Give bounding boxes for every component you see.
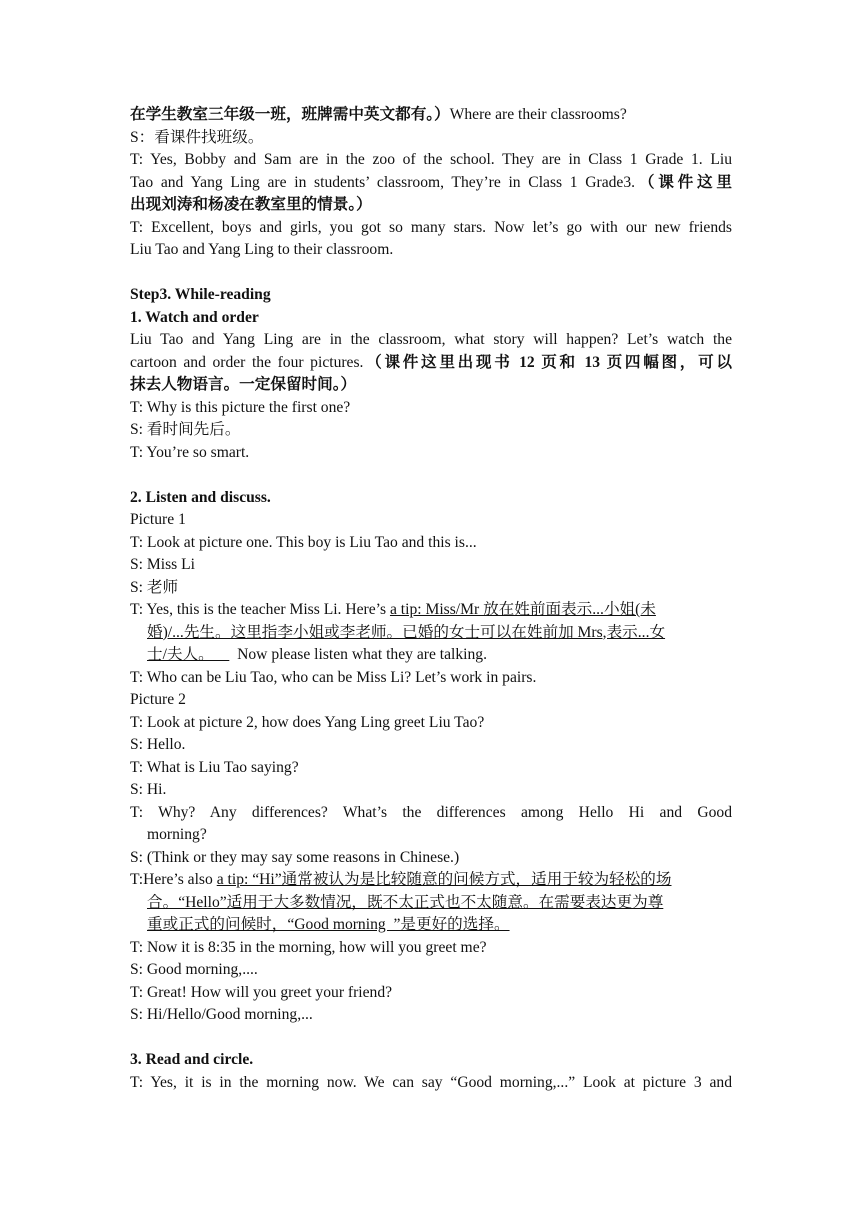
picture-1-line-6: 士/夫人。 Now please listen what they are talking. <box>147 646 487 663</box>
picture-1-line-5: 婚)/...先生。这里指李小姐或李老师。已婚的女士可以在姓前加 Mrs,表示...女 <box>147 623 666 641</box>
picture-2-line-8: T:Here’s also a tip: “Hi”通常被认为是比较随意的问候方式，适用于较为轻松的场 <box>130 871 672 888</box>
picture-2-line-7: S: (Think or they may say some reasons in Chinese.) <box>130 848 460 866</box>
spacer <box>130 464 732 487</box>
intro-line-7: Liu Tao and Yang Ling to their classroom. <box>130 241 394 258</box>
section-1-line-6: T: You’re so smart. <box>130 443 250 461</box>
intro-line-3: T: Yes, Bobby and Sam are in the zoo of the school. They are in Class 1 Grade 1. Liu <box>130 151 732 168</box>
picture-1-label: Picture 1 <box>130 511 186 528</box>
document-body <box>130 104 732 1094</box>
section-1-line-4: T: Why is this picture the first one? <box>130 398 351 416</box>
intro-line-6: T: Excellent, boys and girls, you got so many stars. Now let’s go with our new friends <box>130 218 732 236</box>
section-1-line-2: cartoon and order the four pictures.（课件这里出现书 12 页和 13 页四幅图，可以 <box>130 353 732 371</box>
picture-1-line-2: S: Miss Li <box>130 556 195 573</box>
section-3-heading: 3. Read and circle. <box>130 1051 254 1068</box>
section-1-line-3: 抹去人物语言。一定保留时间。） <box>130 376 357 393</box>
spacer <box>130 1027 732 1050</box>
intro-line-2: S：看课件找班级。 <box>130 128 264 146</box>
intro-line-1: 在学生教室三年级一班，班牌需中英文都有。）Where are their classrooms? <box>130 106 627 123</box>
picture-2-line-1: T: Look at picture 2, how does Yang Ling greet Liu Tao? <box>130 713 485 731</box>
section-1-line-5: S: 看时间先后。 <box>130 421 241 438</box>
spacer <box>130 262 732 285</box>
picture-1-line-7: T: Who can be Liu Tao, who can be Miss Li? Let’s work in pairs. <box>130 668 537 686</box>
picture-2-line-10: 重或正式的问候时，“Good morning ”是更好的选择。 <box>147 916 510 933</box>
picture-2-line-6: morning? <box>147 826 207 843</box>
intro-line-4: Tao and Yang Ling are in students’ classroom, They’re in Class 1 Grade3.（课件这里 <box>130 173 732 191</box>
picture-2-line-5: T: Why? Any differences? What’s the differences among Hello Hi and Good <box>130 803 732 821</box>
section-3-line-1: T: Yes, it is in the morning now. We can say “Good morning,...” Look at picture 3 and <box>130 1073 732 1091</box>
section-1-line-1: Liu Tao and Yang Ling are in the classroom, what story will happen? Let’s watch the <box>130 331 732 348</box>
picture-2-line-4: S: Hi. <box>130 781 167 798</box>
intro-line-5: 出现刘涛和杨凌在教室里的情景。） <box>130 196 372 213</box>
picture-2-line-9: 合。“Hello”适用于大多数情况，既不太正式也不太随意。在需要表达更为尊 <box>147 893 664 911</box>
picture-1-line-4: T: Yes, this is the teacher Miss Li. Here’s a tip: Miss/Mr 放在姓前面表示...小姐(未 <box>130 601 656 618</box>
section-1-heading: 1. Watch and order <box>130 308 259 326</box>
picture-2-line-14: S: Hi/Hello/Good morning,... <box>130 1006 313 1023</box>
picture-1-line-1: T: Look at picture one. This boy is Liu Tao and this is... <box>130 533 477 551</box>
picture-2-line-3: T: What is Liu Tao saying? <box>130 758 299 776</box>
picture-2-line-13: T: Great! How will you greet your friend? <box>130 983 393 1001</box>
section-2-heading: 2. Listen and discuss. <box>130 488 271 506</box>
picture-2-line-2: S: Hello. <box>130 736 186 753</box>
picture-2-line-12: S: Good morning,.... <box>130 961 258 978</box>
picture-1-line-3: S: 老师 <box>130 578 179 596</box>
picture-2-line-11: T: Now it is 8:35 in the morning, how will you greet me? <box>130 938 487 956</box>
picture-2-label: Picture 2 <box>130 691 186 708</box>
step3-heading: Step3. While-reading <box>130 286 271 303</box>
